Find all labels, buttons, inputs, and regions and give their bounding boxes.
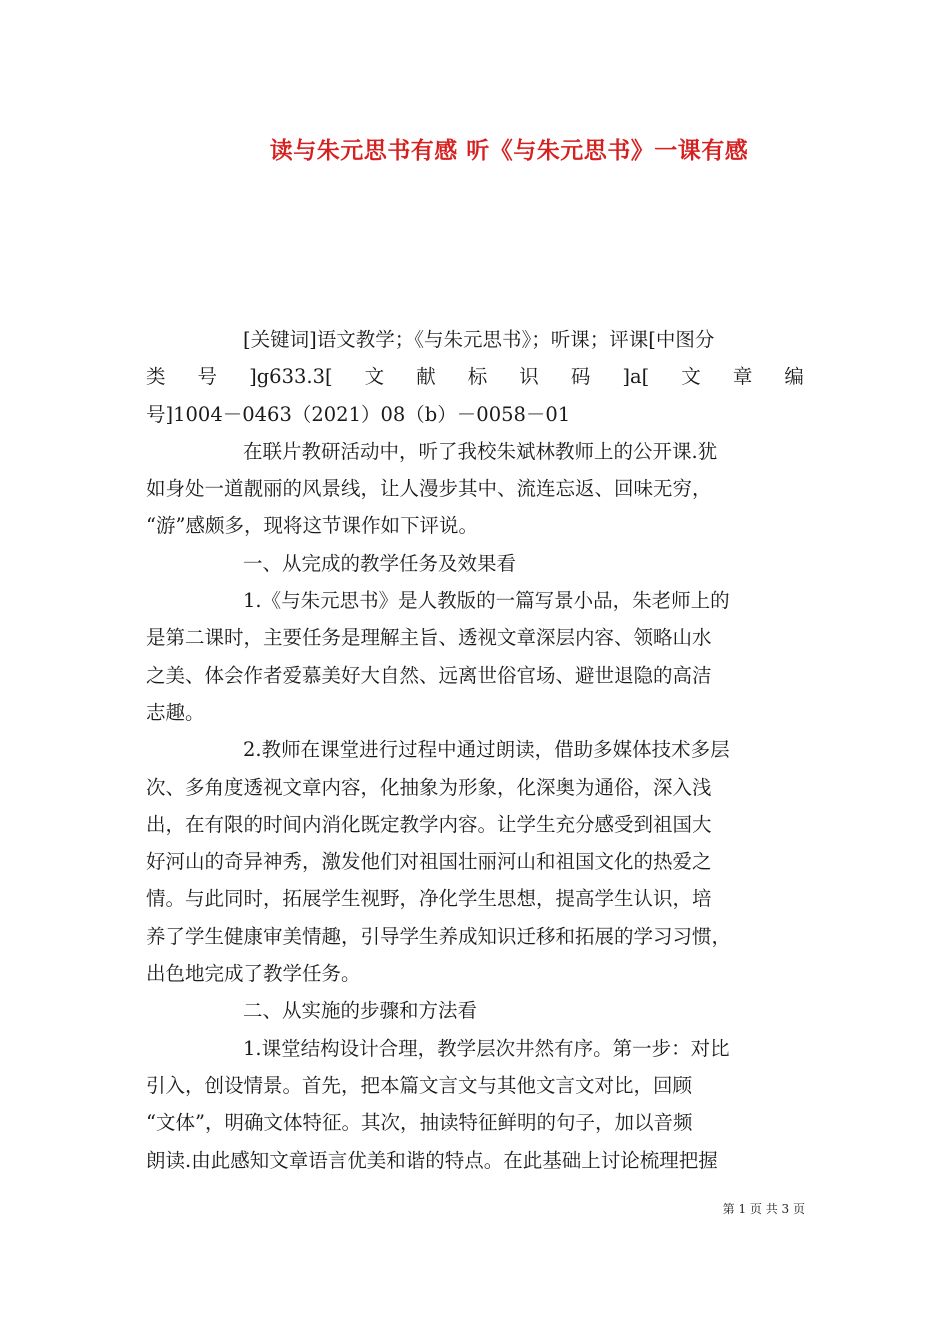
paragraph-intro <box>146 433 804 545</box>
keywords-token: ]g633.3[ <box>249 365 333 389</box>
paragraph-line: 出，在有限的时间内消化既定教学内容。让学生充分感受到祖国大 <box>146 812 712 836</box>
paragraph-line: 如身处一道靓丽的风景线，让人漫步其中、流连忘返、回味无穷， <box>146 477 712 501</box>
keywords-token: 文 <box>364 365 385 389</box>
paragraph-line: “游”感颇多，现将这节课作如下评说。 <box>146 514 478 538</box>
paragraph-line: 养了学生健康审美情趣，引导学生养成知识迁移和拓展的学习习惯， <box>146 924 732 948</box>
section-heading: 一、从完成的教学任务及效果看 <box>243 551 517 575</box>
keywords-token: 标 <box>467 365 488 389</box>
keywords-token: 章 <box>732 365 753 389</box>
keywords-line-1: [关键词]语文教学；《与朱元思书》；听课；评课[中图分 <box>243 328 715 351</box>
keywords-token: 献 <box>416 365 436 389</box>
page-footer: 第 1 页 共 3 页 <box>722 1202 805 1216</box>
paragraph-line: 好河山的奇异神秀，激发他们对祖国壮丽河山和祖国文化的热爱之 <box>146 850 712 874</box>
document-title: 读与朱元思书有感 听《与朱元思书》一课有感 <box>269 137 749 164</box>
keywords-token: 识 <box>519 365 539 389</box>
keywords-line-3: 号]1004－0463（2021）08（b）－0058－01 <box>146 402 571 426</box>
paragraph-line: 次、多角度透视文章内容，化抽象为形象，化深奥为通俗，深入浅 <box>146 775 712 799</box>
paragraph-line: 之美、体会作者爱慕美好大自然、远离世俗官场、避世退隐的高洁 <box>146 663 712 687</box>
section-heading: 二、从实施的步骤和方法看 <box>243 999 478 1023</box>
keywords-token: ]a[ <box>622 365 650 389</box>
paragraph-line: 出色地完成了教学任务。 <box>146 962 361 986</box>
paragraph-line: 志趣。 <box>146 700 205 724</box>
paragraph-line: 是第二课时，主要任务是理解主旨、透视文章深层内容、领略山水 <box>146 626 712 650</box>
paragraph-line: 情。与此同时，拓展学生视野，净化学生思想，提高学生认识，培 <box>146 887 712 911</box>
paragraph-1-1 <box>146 582 804 731</box>
keywords-token: 码 <box>570 365 591 389</box>
paragraph-line: 2.教师在课堂进行过程中通过朗读，借助多媒体技术多层 <box>243 738 730 762</box>
section-heading-1 <box>146 545 804 582</box>
paragraph-1-2 <box>146 731 804 992</box>
keywords-token: 编 <box>784 365 804 389</box>
paragraph-line: 朗读.由此感知文章语言优美和谐的特点。在此基础上讨论梳理把握 <box>146 1148 718 1172</box>
paragraph-line: 在联片教研活动中，听了我校朱斌林教师上的公开课.犹 <box>243 439 718 463</box>
paragraph-2-1 <box>146 1030 804 1179</box>
keywords-token: 号 <box>197 365 218 389</box>
paragraph-line: 引入，创设情景。首先，把本篇文言文与其他文言文对比，回顾 <box>146 1073 693 1097</box>
paragraph-line: 1.课堂结构设计合理，教学层次井然有序。第一步：对比 <box>243 1036 730 1060</box>
keywords-block <box>146 321 804 433</box>
paragraph-line: “文体”，明确文体特征。其次，抽读特征鲜明的句子，加以音频 <box>146 1111 693 1135</box>
section-heading-2 <box>146 992 804 1029</box>
paragraph-line: 1.《与朱元思书》是人教版的一篇写景小品，朱老师上的 <box>243 589 730 613</box>
keywords-token: 类 <box>146 365 166 389</box>
keywords-token: 文 <box>681 365 701 389</box>
keywords-line-2 <box>146 358 804 395</box>
document-body <box>146 321 804 1179</box>
